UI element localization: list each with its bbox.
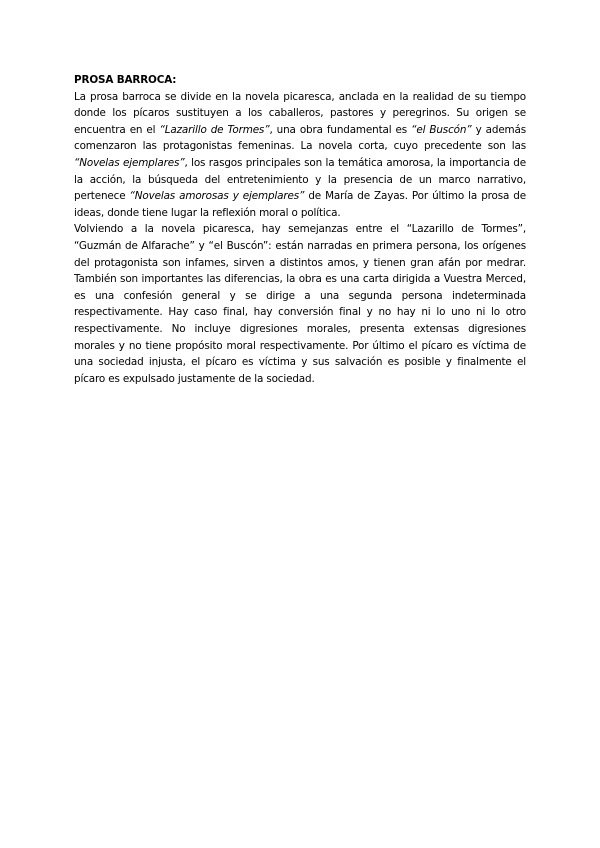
title-novelas-ejemplares: “Novelas ejemplares” [74,156,185,169]
title-novelas-amorosas: “Novelas amorosas y ejemplares” [129,190,305,203]
paragraph-text: , una obra fundamental es [269,123,412,136]
paragraph-text: y además comenzaron las protagonistas femeninas. La novela corta, cuyo precedente son las [74,123,527,153]
title-buscon: “el Buscón” [411,123,472,136]
document-page [74,72,526,387]
paragraph-text: La prosa barroca se divide en la novela picaresca, anclada en la realidad de su tiempo donde los pícaros sustituyen a los caballeros, pastores y peregrinos. Su origen se encuentra en el [74,90,526,136]
paragraph-novela-picaresca: Volviendo a la novela picaresca, hay semejanzas entre el “Lazarillo de Tormes”, “Guzmán de Alfarache” y “el Buscón”: están narradas en primera persona, los orígenes del protagonista son infames, sirven a distintos amos, y tienen gran afán por medrar. También son importantes las diferencias, la obra es una carta dirigida a Vuestra Merced, es una confesión general y se dirige a una segunda persona indeterminada respectivamente. Hay caso final, hay conversión final y no hay ni lo uno ni lo otro respectivamente. No incluye digresiones morales, presenta extensas digresiones morales y no tiene propósito moral respectivamente. Por último el pícaro es víctima de una sociedad injusta, el pícaro es víctima y sus salvación es posible y finalmente el pícaro es expulsado justamente de la sociedad. [74,223,526,385]
document-heading: PROSA BARROCA: [74,74,177,86]
paragraph-prosa-barroca [74,89,526,222]
paragraph-text: , los rasgos principales son la temática amorosa, la importancia de la acción, la búsqueda del entretenimiento y la presencia de un marco narrativo, pertenece [74,156,526,203]
title-lazarillo: “Lazarillo de Tormes” [159,123,270,136]
paragraph-text: de María de Zayas. Por último la prosa de ideas, donde tiene lugar la reflexión moral o política. [74,190,526,219]
